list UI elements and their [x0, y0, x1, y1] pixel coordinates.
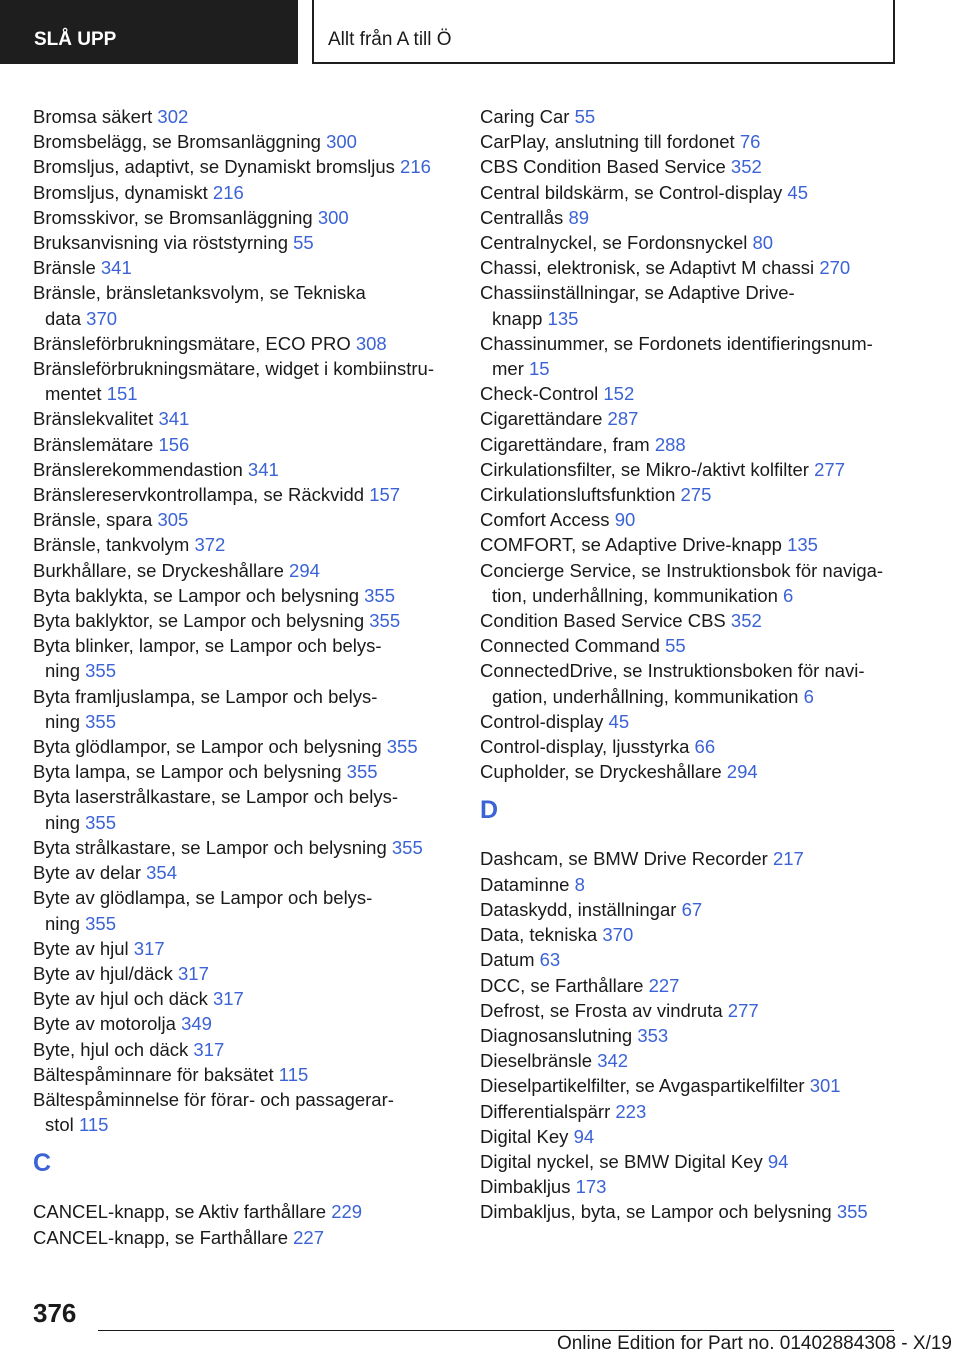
page-reference-link[interactable]: 157	[369, 484, 401, 506]
page-reference-link[interactable]: 227	[293, 1226, 325, 1248]
index-entry-text: Dimbakljus	[480, 1176, 576, 1198]
index-entry-text: Dieselpartikelfilter, se Avgaspartikelfilter	[480, 1075, 810, 1097]
page-reference-link[interactable]: 94	[573, 1125, 595, 1147]
index-entry-text: Dieselbränsle	[480, 1050, 598, 1072]
page-reference-link[interactable]: 294	[726, 761, 758, 783]
index-entry-text: Bränslereservkontrollampa, se Räckvidd	[33, 484, 370, 506]
index-entry	[480, 1073, 910, 1098]
page-reference-link[interactable]: 216	[212, 181, 244, 203]
page-reference-link[interactable]: 317	[212, 988, 244, 1010]
index-entry	[480, 947, 910, 972]
index-entry	[480, 280, 910, 330]
index-entry-text: Byte av hjul/däck	[33, 962, 178, 984]
index-entry	[33, 860, 458, 885]
index-entry-text: CANCEL-knapp, se Farthållare	[33, 1226, 294, 1248]
index-entry-continuation: stol	[45, 1114, 79, 1136]
index-entry-text: Bränsleförbrukningsmätare, widget i kombiinstru-	[33, 358, 435, 380]
page-reference-link[interactable]: 63	[539, 949, 561, 971]
index-entry-text: CarPlay, anslutning till fordonet	[480, 131, 740, 153]
index-entry-text: Dimbakljus, byta, se Lampor och belysning	[480, 1201, 837, 1223]
index-entry-text: Caring Car	[480, 106, 575, 127]
index-entry	[33, 432, 458, 457]
index-entry	[33, 532, 458, 557]
index-entry	[33, 1062, 458, 1087]
index-entry	[480, 406, 910, 431]
index-entry-text: Chassiinställningar, se Adaptive Drive-	[480, 282, 795, 304]
page-reference-link[interactable]: 341	[247, 458, 279, 480]
page-reference-link[interactable]: 80	[752, 232, 774, 254]
index-entry	[33, 280, 458, 330]
index-entry-text: Bränsle, spara	[33, 509, 158, 531]
index-entry	[33, 759, 458, 784]
footer-edition-text: Online Edition for Part no. 01402884308 - X/19	[556, 1333, 952, 1354]
index-entry-text: Connected Command	[480, 635, 666, 657]
index-entry	[33, 734, 458, 759]
page-reference-link[interactable]: 308	[355, 332, 387, 354]
index-entry-text: Differentialspärr	[480, 1100, 616, 1122]
index-entry	[33, 255, 458, 280]
index-entry-text: Bränsle, tankvolym	[33, 534, 195, 556]
page-reference-link[interactable]: 317	[133, 937, 165, 959]
index-entry-text: Concierge Service, se Instruktionsbok för naviga-	[480, 559, 884, 581]
page-reference-link[interactable]: 277	[727, 999, 759, 1021]
index-entry	[33, 331, 458, 356]
index-entry-text: Bränsle	[33, 257, 101, 279]
page-reference-link[interactable]: 300	[317, 206, 349, 228]
page-reference-link[interactable]: 355	[391, 836, 423, 858]
index-entry-text: Defrost, se Frosta av vindruta	[480, 999, 728, 1021]
index-entry-text: Bromsljus, adaptivt, se Dynamiskt bromsljus	[33, 156, 401, 178]
page-reference-link[interactable]: 66	[694, 736, 716, 758]
index-entry	[480, 1174, 910, 1199]
page-reference-link[interactable]: 115	[78, 1114, 109, 1136]
index-entry-text: Byta baklykta, se Lampor och belysning	[33, 584, 365, 606]
page-reference-link[interactable]: 305	[157, 509, 189, 531]
page-reference-link[interactable]: 45	[608, 710, 630, 732]
index-entry	[33, 583, 458, 608]
page-reference-link[interactable]: 352	[730, 156, 762, 178]
index-entry	[480, 633, 910, 658]
index-entry-text: Bränslekvalitet	[33, 408, 159, 430]
page-reference-link[interactable]: 173	[575, 1176, 607, 1198]
index-entry	[33, 1225, 458, 1250]
index-entry-text: Dataskydd, inställningar	[480, 898, 682, 920]
index-entry-continuation: ning	[45, 811, 86, 833]
index-entry	[480, 104, 910, 129]
chapter-title: Allt från A till Ö	[312, 0, 895, 64]
index-entry-text: Bränsleförbrukningsmätare, ECO PRO	[33, 332, 356, 354]
index-entry-continuation: knapp	[492, 307, 548, 329]
index-entry-text: Datum	[480, 949, 540, 971]
page-reference-link[interactable]: 115	[278, 1063, 309, 1085]
index-entry	[480, 558, 910, 608]
index-entry-text: Byta strålkastare, se Lampor och belysning	[33, 836, 392, 858]
page-reference-link[interactable]: 341	[100, 257, 132, 279]
index-entry-text: Byte av delar	[33, 862, 147, 884]
index-entry-text: Digital nyckel, se BMW Digital Key	[480, 1150, 768, 1172]
index-entry	[480, 255, 910, 280]
index-entry	[480, 1124, 910, 1149]
page-reference-link[interactable]: 353	[637, 1024, 669, 1046]
index-entry-continuation: ning	[45, 660, 86, 682]
index-entry	[480, 1099, 910, 1124]
index-letter-heading: D	[480, 796, 499, 825]
index-column-right	[480, 104, 910, 1225]
index-entry	[480, 1199, 910, 1224]
index-entry	[480, 129, 910, 154]
page-reference-link[interactable]: 90	[614, 509, 636, 531]
index-entry-text: Bromsbelägg, se Bromsanläggning	[33, 131, 327, 153]
index-entry	[33, 356, 458, 406]
page-reference-link[interactable]: 355	[364, 584, 395, 606]
index-entry	[480, 205, 910, 230]
index-entry	[480, 532, 910, 557]
index-entry-continuation: data	[45, 307, 87, 329]
index-entry-text: Centralnyckel, se Fordonsnyckel	[480, 232, 753, 254]
page-header	[0, 0, 960, 66]
index-entry-text: Control-display, ljusstyrka	[480, 736, 695, 758]
index-entry	[480, 846, 910, 871]
index-entry-text: COMFORT, se Adaptive Drive-knapp	[480, 534, 788, 556]
page-reference-link[interactable]: 355	[346, 761, 378, 783]
index-entry	[33, 608, 458, 633]
page-reference-link[interactable]: 135	[787, 534, 818, 556]
page-reference-link[interactable]: 94	[767, 1150, 789, 1172]
index-entry	[33, 986, 458, 1011]
index-entry-continuation: tion, underhållning, kommunikation	[492, 584, 784, 606]
page-number: 376	[33, 1298, 77, 1328]
index-entry-text: CBS Condition Based Service	[480, 156, 731, 178]
page-reference-link[interactable]: 355	[85, 811, 116, 833]
page-reference-link[interactable]: 352	[730, 610, 762, 632]
index-entry	[33, 205, 458, 230]
index-entry	[33, 104, 458, 129]
page-reference-link[interactable]: 294	[289, 559, 320, 581]
index-entry-text: Condition Based Service CBS	[480, 610, 731, 632]
index-entry-text: DCC, se Farthållare	[480, 974, 649, 996]
page-reference-link[interactable]: 300	[326, 131, 357, 153]
index-entry-text: Cigarettändare	[480, 408, 608, 430]
footer-divider	[98, 1330, 894, 1331]
index-entry	[480, 709, 910, 734]
page-reference-link[interactable]: 67	[681, 898, 703, 920]
index-entry-continuation: ning	[45, 912, 86, 934]
index-entry	[480, 154, 910, 179]
index-entry	[33, 457, 458, 482]
page-reference-link[interactable]: 15	[529, 358, 550, 380]
index-entry	[33, 784, 458, 834]
index-entry	[33, 936, 458, 961]
index-entry-text: Control-display	[480, 710, 609, 732]
page-reference-link[interactable]: 270	[819, 257, 851, 279]
index-entry	[480, 507, 910, 532]
index-entry-text: Cirkulationsfilter, se Mikro-/aktivt kolfilter	[480, 458, 815, 480]
index-entry	[480, 973, 910, 998]
index-entry	[480, 897, 910, 922]
section-tab[interactable]: SLÅ UPP	[0, 0, 298, 64]
page-reference-link[interactable]: 355	[85, 660, 116, 682]
index-entry-text: CANCEL-knapp, se Aktiv farthållare	[33, 1201, 332, 1223]
page-reference-link[interactable]: 349	[181, 1013, 212, 1035]
page-reference-link[interactable]: 355	[386, 736, 418, 758]
index-entry	[33, 558, 458, 583]
index-entry-text: Data, tekniska	[480, 924, 603, 946]
page-reference-link[interactable]: 275	[680, 484, 712, 506]
page-reference-link[interactable]: 229	[331, 1201, 363, 1223]
index-entry	[480, 482, 910, 507]
index-entry-text: Diagnosanslutning	[480, 1024, 638, 1046]
index-entry	[480, 180, 910, 205]
page-reference-link[interactable]: 55	[574, 106, 596, 127]
index-entry-text: Byte av hjul	[33, 937, 134, 959]
page-reference-link[interactable]: 370	[86, 307, 118, 329]
index-entry	[480, 331, 910, 381]
index-entry	[480, 998, 910, 1023]
index-entry-text: Byta baklyktor, se Lampor och belysning	[33, 610, 370, 632]
page-reference-link[interactable]: 277	[814, 458, 845, 480]
index-entry	[480, 658, 910, 708]
index-entry-text: Bränsle, bränsletanksvolym, se Tekniska	[33, 282, 366, 304]
index-entry	[480, 1048, 910, 1073]
index-entry	[480, 922, 910, 947]
index-entry	[33, 482, 458, 507]
page-reference-link[interactable]: 151	[106, 383, 138, 405]
index-entry-text: Byta framljuslampa, se Lampor och belys-	[33, 685, 378, 707]
page-reference-link[interactable]: 342	[597, 1050, 629, 1072]
index-entry-continuation: ning	[45, 710, 86, 732]
index-entry-text: Comfort Access	[480, 509, 615, 531]
index-entry	[480, 1149, 910, 1174]
index-entry	[33, 154, 458, 179]
index-entry	[480, 381, 910, 406]
index-entry-text: Cirkulationsluftsfunktion	[480, 484, 681, 506]
page-reference-link[interactable]: 287	[607, 408, 639, 430]
index-entry-continuation: mentet	[45, 383, 107, 405]
index-entry-text: Burkhållare, se Dryckeshållare	[33, 559, 290, 581]
page-reference-link[interactable]: 372	[194, 534, 226, 556]
page-reference-link[interactable]: 156	[158, 433, 190, 455]
index-entry-text: Bromsa säkert	[33, 106, 158, 127]
index-entry-text: Digital Key	[480, 1125, 574, 1147]
page-reference-link[interactable]: 55	[293, 232, 314, 254]
index-entry	[33, 180, 458, 205]
page-reference-link[interactable]: 216	[400, 156, 431, 178]
index-entry	[33, 1199, 458, 1224]
page-reference-link[interactable]: 55	[665, 635, 686, 657]
page-reference-link[interactable]: 135	[547, 307, 579, 329]
index-entry-continuation: mer	[492, 358, 529, 380]
index-entry	[480, 872, 910, 897]
page-reference-link[interactable]: 45	[787, 181, 808, 203]
index-entry	[480, 457, 910, 482]
index-entry	[33, 835, 458, 860]
index-entry-text: Dashcam, se BMW Drive Recorder	[480, 848, 773, 870]
page-reference-link[interactable]: 354	[146, 862, 177, 884]
index-entry	[480, 1023, 910, 1048]
index-entry-text: Bränslerekommendastion	[33, 458, 248, 480]
index-entry-text: Central bildskärm, se Control-display	[480, 181, 788, 203]
page-reference-link[interactable]: 341	[158, 408, 190, 430]
page-reference-link[interactable]: 288	[654, 433, 686, 455]
index-entry-text: Byta blinker, lampor, se Lampor och belys-	[33, 635, 382, 657]
page-reference-link[interactable]: 227	[648, 974, 680, 996]
page-reference-link[interactable]: 317	[193, 1038, 225, 1060]
index-entry	[33, 961, 458, 986]
index-entry	[33, 507, 458, 532]
index-entry	[33, 1011, 458, 1036]
index-entry-text: Byte av glödlampa, se Lampor och belys-	[33, 887, 373, 909]
index-entry	[480, 734, 910, 759]
index-entry-text: Dataminne	[480, 873, 575, 895]
page-reference-link[interactable]: 76	[739, 131, 761, 153]
page-reference-link[interactable]: 217	[772, 848, 804, 870]
index-entry-text: Check-Control	[480, 383, 604, 405]
index-entry-continuation: gation, underhållning, kommunikation	[492, 685, 804, 707]
page-reference-link[interactable]: 355	[836, 1201, 868, 1223]
index-entry	[33, 885, 458, 935]
page-reference-link[interactable]: 317	[178, 962, 209, 984]
index-entry-text: Bältespåminnelse för förar- och passagerar-	[33, 1088, 394, 1110]
page-reference-link[interactable]: 301	[809, 1075, 841, 1097]
index-entry	[33, 684, 458, 734]
index-entry-text: Bältespåminnare för baksätet	[33, 1063, 279, 1085]
index-entry	[33, 230, 458, 255]
page-reference-link[interactable]: 302	[157, 106, 189, 127]
page-reference-link[interactable]: 89	[568, 206, 590, 228]
index-entry-text: ConnectedDrive, se Instruktionsboken för navi-	[480, 660, 865, 682]
index-entry	[33, 1087, 458, 1137]
page-reference-link[interactable]: 355	[85, 710, 116, 732]
index-entry	[33, 1037, 458, 1062]
index-entry-text: Chassi, elektronisk, se Adaptivt M chassi	[480, 257, 820, 279]
page-reference-link[interactable]: 355	[85, 912, 116, 934]
page-reference-link[interactable]: 6	[783, 584, 794, 606]
index-entry	[480, 759, 910, 784]
index-entry	[33, 129, 458, 154]
page-reference-link[interactable]: 6	[803, 685, 814, 707]
index-entry	[480, 230, 910, 255]
index-entry-text: Bromsskivor, se Bromsanläggning	[33, 206, 318, 228]
page-reference-link[interactable]: 223	[615, 1100, 647, 1122]
index-entry	[480, 608, 910, 633]
page-reference-link[interactable]: 370	[602, 924, 634, 946]
index-entry	[33, 633, 458, 683]
index-entry-text: Centrallås	[480, 206, 569, 228]
index-entry-text: Byta laserstrålkastare, se Lampor och belys-	[33, 786, 399, 808]
page-reference-link[interactable]: 152	[603, 383, 635, 405]
index-entry-text: Bränslemätare	[33, 433, 159, 455]
page-reference-link[interactable]: 8	[574, 873, 585, 895]
index-entry-text: Chassinummer, se Fordonets identifieringsnum-	[480, 332, 873, 354]
index-entry-text: Bruksanvisning via röststyrning	[33, 232, 294, 254]
page-reference-link[interactable]: 355	[369, 610, 401, 632]
index-entry-text: Cupholder, se Dryckeshållare	[480, 761, 727, 783]
index-entry-text: Byte av hjul och däck	[33, 988, 213, 1010]
index-entry-text: Cigarettändare, fram	[480, 433, 655, 455]
index-entry-text: Byte av motorolja	[33, 1013, 182, 1035]
index-entry-text: Bromsljus, dynamiskt	[33, 181, 213, 203]
index-entry	[33, 406, 458, 431]
index-entry-text: Byte, hjul och däck	[33, 1038, 194, 1060]
index-entry-text: Byta glödlampor, se Lampor och belysning	[33, 736, 387, 758]
index-entry-text: Byta lampa, se Lampor och belysning	[33, 761, 347, 783]
index-letter-heading: C	[33, 1149, 52, 1178]
index-column-left	[33, 104, 458, 1250]
index-entry	[480, 432, 910, 457]
